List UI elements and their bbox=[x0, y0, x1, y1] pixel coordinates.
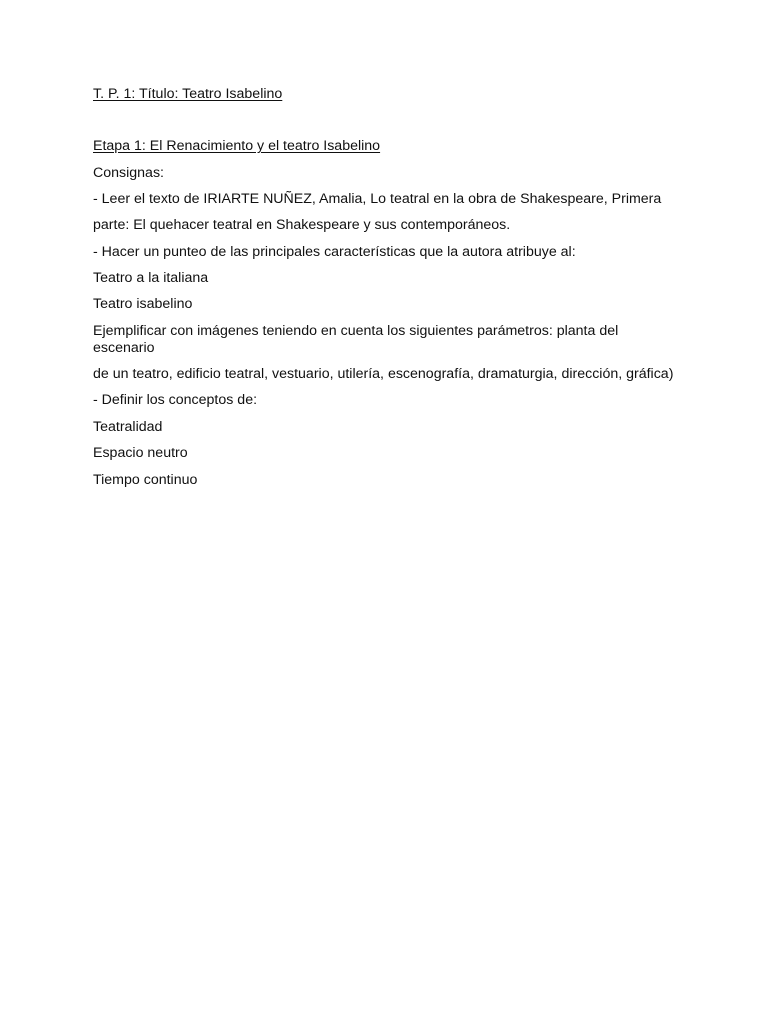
consignas-label: Consignas: bbox=[93, 165, 164, 181]
summary-item-elizabethan-theatre: Teatro isabelino bbox=[93, 296, 193, 312]
instruction-exemplify: Ejemplificar con imágenes teniendo en cuenta los siguientes parámetros: planta del escenario bbox=[93, 323, 619, 356]
instruction-read-text-line2: parte: El quehacer teatral en Shakespeare y sus contemporáneos. bbox=[93, 217, 511, 233]
instruction-read-text-line1: - Leer el texto de IRIARTE NUÑEZ, Amalia, Lo teatral en la obra de Shakespeare, Primera bbox=[93, 191, 662, 207]
instruction-exemplify-continued: de un teatro, edificio teatral, vestuario, utilería, escenografía, dramaturgia, dirección, gráfica) bbox=[93, 366, 674, 382]
concept-espacio-neutro: Espacio neutro bbox=[93, 445, 188, 461]
concept-teatralidad: Teatralidad bbox=[93, 419, 163, 435]
concept-tiempo-continuo: Tiempo continuo bbox=[93, 472, 198, 488]
summary-item-italian-theatre: Teatro a la italiana bbox=[93, 270, 209, 286]
stage-heading: Etapa 1: El Renacimiento y el teatro Isabelino bbox=[93, 138, 381, 154]
instruction-summary: - Hacer un punteo de las principales características que la autora atribuye al: bbox=[93, 244, 576, 260]
instruction-define: - Definir los conceptos de: bbox=[93, 392, 258, 408]
document-title: T. P. 1: Título: Teatro Isabelino bbox=[93, 86, 283, 102]
